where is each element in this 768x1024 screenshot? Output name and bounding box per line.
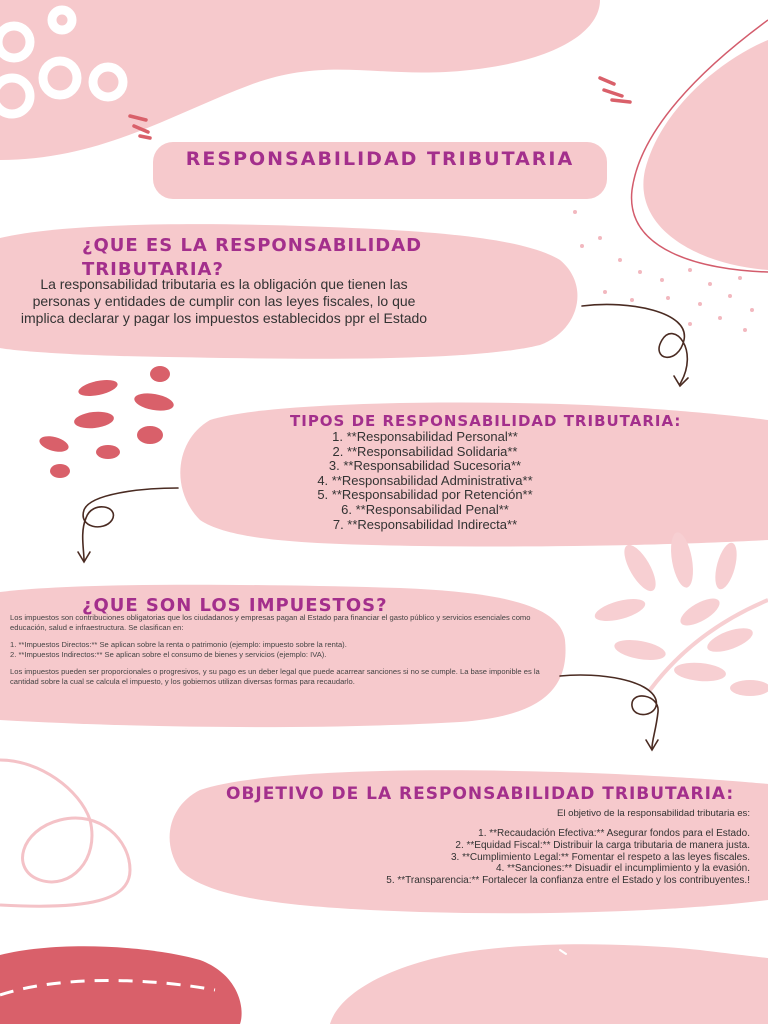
page-title: RESPONSABILIDAD TRIBUTARIA <box>185 148 575 170</box>
objetivo-item: 2. **Equidad Fiscal:** Distribuir la carga tributaria de manera justa. <box>455 839 750 851</box>
objetivo-intro: El objetivo de la responsabilidad tributaria es: <box>556 808 750 819</box>
impuestos-paragraph-2: Los impuestos pueden ser proporcionales o progresivos, y su pago es un deber legal que puede acarrear sanciones si no se cumple. La base imponible es la cantidad sobre la cual se calcula el impuesto, y los gobiernos utilizan diversas formas para recaudarlo. <box>10 667 540 686</box>
tipos-item: 3. **Responsabilidad Sucesoria** <box>328 458 522 474</box>
tipos-item: 6. **Responsabilidad Penal** <box>341 501 509 517</box>
tipos-list <box>230 430 620 532</box>
curly-arrow-1 <box>582 304 688 386</box>
impuestos-heading: ¿QUE SON LOS IMPUESTOS? <box>82 595 388 616</box>
objetivo-item: 1. **Recaudación Efectiva:** Asegurar fondos para el Estado. <box>478 828 750 839</box>
objetivo-item: 5. **Transparencia:** Fortalecer la confianza entre el Estado y los contribuyentes.! <box>386 875 750 887</box>
impuestos-paragraph-1: Los impuestos son contribuciones obligatorias que los ciudadanos y empresas pagan al Estado para financiar el gasto público y servicios esenciales como educación, salud e infraestructura. Se clasifican en: <box>10 613 531 632</box>
impuestos-item-2: 2. **Impuestos Indirectos:** Se aplican sobre el consumo de bienes y servicios (ejemplo: IVA). <box>10 649 327 659</box>
loop-line-decoration <box>0 760 130 906</box>
curly-arrow-3 <box>560 675 658 750</box>
red-oval-decoration <box>38 366 175 478</box>
tipos-item: 4. **Responsabilidad Administrativa** <box>317 472 533 488</box>
bottom-right-blob <box>330 944 768 1024</box>
tipos-item: 2. **Responsabilidad Solidaria** <box>332 443 518 459</box>
tipos-item: 1. **Responsabilidad Personal** <box>332 429 518 444</box>
que-es-text: La responsabilidad tributaria es la obligación que tienen las personas y entidades de cumplir con las leyes fiscales, lo que implica declarar y pagar los impuestos establecidos ppr el Estado <box>20 276 428 326</box>
impuestos-text-block <box>10 613 555 695</box>
tipos-heading: TIPOS DE RESPONSABILIDAD TRIBUTARIA: <box>290 412 682 430</box>
objetivo-heading: OBJETIVO DE LA RESPONSABILIDAD TRIBUTARIA: <box>226 784 735 804</box>
objetivo-item: 3. **Cumplimiento Legal:** Fomentar el respeto a las leyes fiscales. <box>450 851 750 863</box>
impuestos-item-1: 1. **Impuestos Directos:** Se aplican sobre la renta o patrimonio (ejemplo: impuesto sobre la renta). <box>10 640 347 650</box>
tipos-item: 5. **Responsabilidad por Retención** <box>317 487 533 503</box>
objetivo-item: 4. **Sanciones:** Disuadir el incumplimiento y la evasión. <box>495 863 750 875</box>
tipos-item: 7. **Responsabilidad Indirecta** <box>332 516 518 532</box>
objetivo-list <box>190 828 750 887</box>
que-es-heading: ¿QUE ES LA RESPONSABILIDAD TRIBUTARIA? <box>82 235 423 280</box>
leaf-decoration <box>593 531 768 696</box>
curly-arrow-2 <box>78 488 178 562</box>
right-blob <box>643 40 768 270</box>
